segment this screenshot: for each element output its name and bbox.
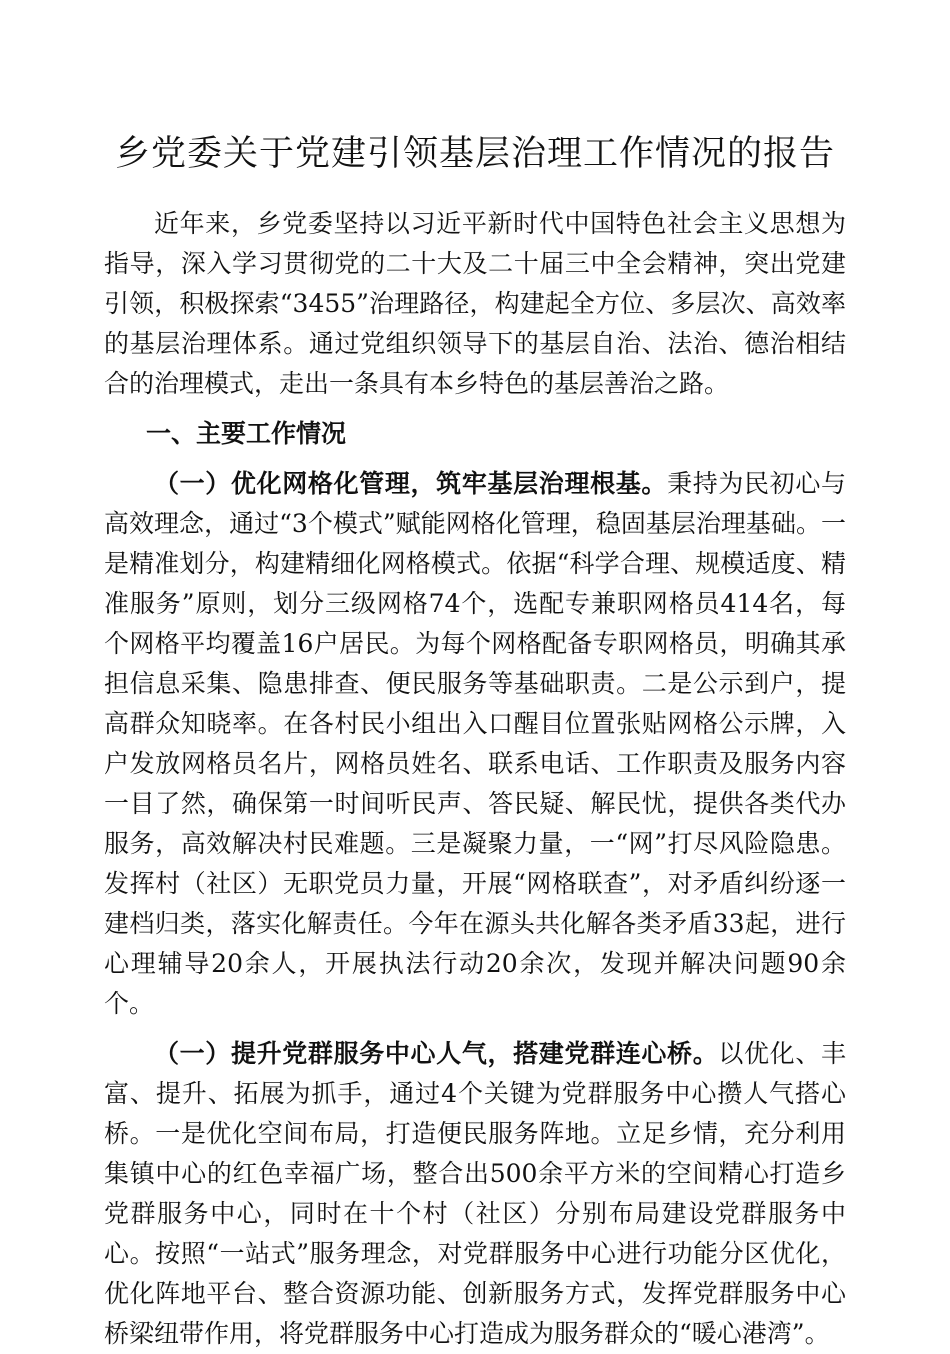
subsection-paragraph-1 (104, 464, 846, 1024)
subsection-body-2: 以优化、丰富、提升、拓展为抓手，通过4个关键为党群服务中心攒人气搭心桥。一是优化空间布局，打造便民服务阵地。立足乡情，充分利用集镇中心的红色幸福广场，整合出500余平方米的空间精心打造乡党群服务中心，同时在十个村（社区）分别布局建设党群服务中心。按照“一站式”服务理念，对党群服务中心进行功能分区优化，优化阵地平台、整合资源功能、创新服务方式，发挥党群服务中心桥梁纽带作用，将党群服务中心打造成为服务群众的“暖心港湾”。 (104, 1039, 846, 1348)
subsection-lead-1: （一）优化网格化管理，筑牢基层治理根基。 (154, 469, 668, 498)
subsection-body-1: 秉持为民初心与高效理念，通过“3个模式”赋能网格化管理，稳固基层治理基础。一是精准划分，构建精细化网格模式。依据“科学合理、规模适度、精准服务”原则，划分三级网格74个，选配专兼职网格员414名，每个网格平均覆盖16户居民。为每个网格配备专职网格员，明确其承担信息采集、隐患排查、便民服务等基础职责。二是公示到户，提高群众知晓率。在各村民小组出入口醒目位置张贴网格公示牌，入户发放网格员名片，网格员姓名、联系电话、工作职责及服务内容一目了然，确保第一时间听民声、答民疑、解民忧，提供各类代办服务，高效解决村民难题。三是凝聚力量，一“网”打尽风险隐患。发挥村（社区）无职党员力量，开展“网格联查”，对矛盾纠纷逐一建档归类，落实化解责任。今年在源头共化解各类矛盾33起，进行心理辅导20余人，开展执法行动20余次，发现并解决问题90余个。 (104, 469, 846, 1018)
intro-paragraph: 近年来，乡党委坚持以习近平新时代中国特色社会主义思想为指导，深入学习贯彻党的二十大及二十届三中全会精神，突出党建引领，积极探索“3455”治理路径，构建起全方位、多层次、高效率的基层治理体系。通过党组织领导下的基层自治、法治、德治相结合的治理模式，走出一条具有本乡特色的基层善治之路。 (104, 209, 846, 398)
subsection-lead-2: （一）提升党群服务中心人气，搭建党群连心桥。 (154, 1039, 719, 1068)
document-title: 乡党委关于党建引领基层治理工作情况的报告 (114, 134, 835, 174)
section-heading: 一、主要工作情况 (146, 419, 347, 448)
subsection-paragraph-2 (104, 1034, 846, 1354)
